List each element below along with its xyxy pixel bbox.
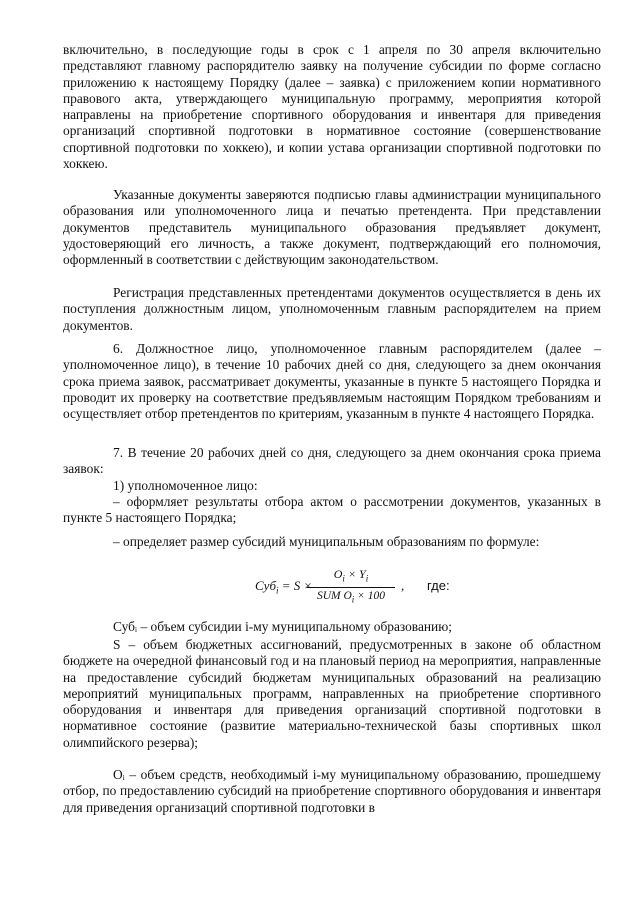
paragraph-registration: Регистрация представленных претендентами документов осуществляется в день их поступления должностным лицом, уполномоченным главным распорядителем на прием документов. xyxy=(63,285,601,333)
formula-denominator: SUM $O_i \times 100$ xyxy=(316,590,386,605)
definition-s: S – объем бюджетных ассигнований, предусмотренных в законе об областном бюджете на очередной финансовый год и на плановый период на мероприятия, направленные на предоставление субсидий бюджетам муниципальных образований на реализацию мероприятий муниципальных программ, направленных на приобретение спортивного оборудования и инвентаря для приведения организаций спортивной подготовки в нормативное состояние (развитие материально-технической базы спортивных школ олимпийского резерва); xyxy=(63,637,601,750)
list-item-formalize-results: – оформляет результаты отбора актом о рассмотрении документов, указанных в пункте 5 настоящего Порядка; xyxy=(63,494,601,526)
formula-comma: , xyxy=(401,578,405,593)
paragraph-application-submission: включительно, в последующие годы в срок с 1 апреля по 30 апреля включительно представляют главному распорядителю заявку на получение субсидии по форме согласно приложению к настоящему Порядку (далее – заявка) с приложением копии нормативного правового акта, утверждающего муниципальную программу, мероприятия которой направлены на приобретение спортивного оборудования и инвентаря для приведения организаций спортивной подготовки в нормативное состояние (совершенствование спортивной подготовки по хоккею), и копии устава организации спортивной подготовки по хоккею. xyxy=(63,42,601,172)
paragraph-item-6: 6. Должностное лицо, уполномоченное главным распорядителем (далее – уполномоченное лицо), в течение 10 рабочих дней со дня, следующего за днем окончания срока приема заявок, рассматривает документы, указанные в пункте 5 настоящего Порядка и проводит их проверку на соответствие предъявляемым настоящим Порядком требованиям и осуществляет отбор претендентов по критериям, указанным в пункте 4 настоящего Порядка. xyxy=(63,341,601,422)
formula-fraction xyxy=(307,566,395,608)
formula-lhs: Суб$_i$ = S × xyxy=(255,578,313,596)
formula-where-label: где: xyxy=(427,578,450,593)
paragraph-item-7: 7. В течение 20 рабочих дней со дня, следующего за днем окончания срока приема заявок: xyxy=(63,445,601,477)
definition-subsidy: Субᵢ – объем субсидии i-му муниципальному образованию; xyxy=(113,619,452,634)
list-item-authorized-person: 1) уполномоченное лицо: xyxy=(113,478,258,493)
subsidy-formula xyxy=(255,566,495,606)
definition-o: Oᵢ – объем средств, необходимый i-му муниципальному образованию, прошедшему отбор, по предоставлению субсидий на приобретение спортивного оборудования и инвентаря для приведения организаций спортивной подготовки в xyxy=(63,767,601,815)
formula-numerator: $O_i \times Y_i$ xyxy=(333,567,369,584)
formula-fraction-bar xyxy=(307,587,395,588)
paragraph-document-certification: Указанные документы заверяются подписью главы администрации муниципального образования или уполномоченного лица и печатью претендента. При представлении документов представитель муниципального образования предъявляет документ, удостоверяющий его личность, а также документ, подтверждающий его полномочия, оформленный в соответствии с действующим законодательством. xyxy=(63,187,601,268)
list-item-determine-subsidy: – определяет размер субсидий муниципальным образованиям по формуле: xyxy=(113,534,540,549)
